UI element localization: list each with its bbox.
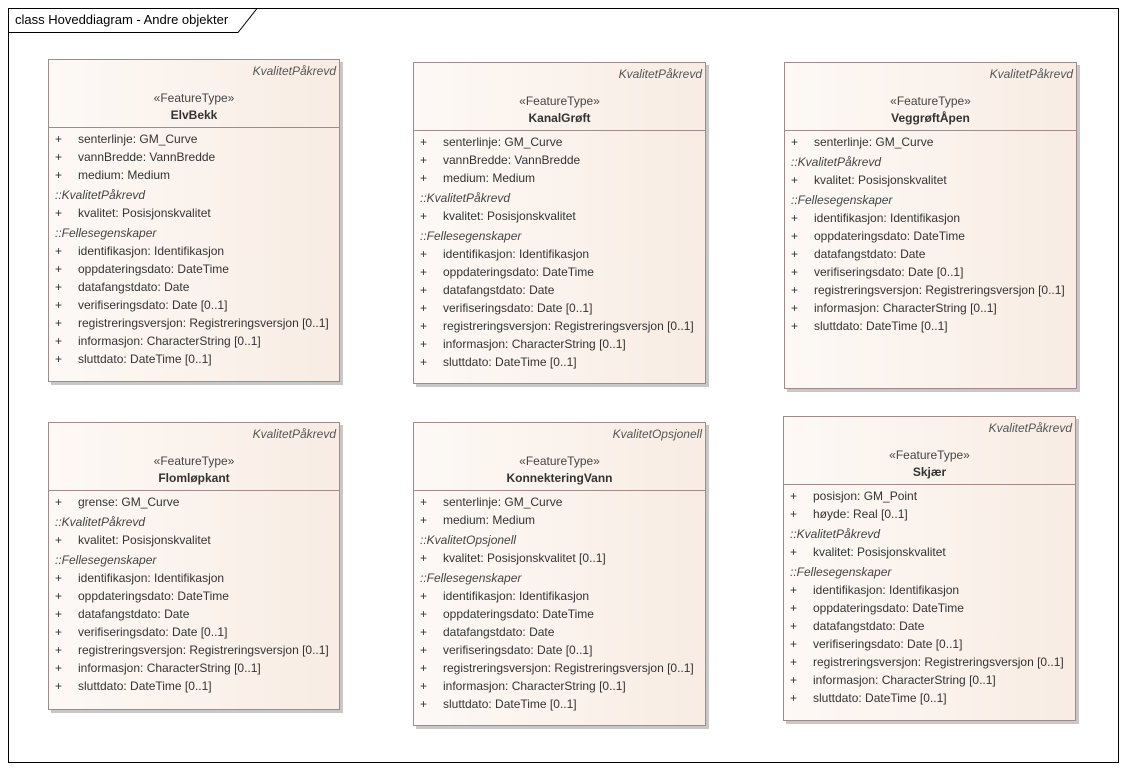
public-visibility-icon: + [790,637,798,651]
attribute-row [791,281,1076,299]
attribute-text: identifikasjon: Identifikasjon [78,244,225,258]
public-visibility-icon: + [55,643,63,657]
attribute-text: identifikasjon: Identifikasjon [814,211,961,225]
attribute-text: verifiseringsdato: Date [0..1] [814,265,964,279]
public-visibility-icon: + [420,643,428,657]
public-visibility-icon: + [791,247,799,261]
attribute-text: informasjon: CharacterString [0..1] [78,334,261,348]
attribute-text: sluttdato: DateTime [0..1] [78,352,212,366]
public-visibility-icon: + [55,607,63,621]
attribute-text: oppdateringsdato: DateTime [814,229,965,243]
attribute-row [55,314,339,332]
public-visibility-icon: + [55,316,63,330]
attribute-row [55,148,339,166]
public-visibility-icon: + [791,283,799,297]
attribute-text: registreringsversjon: Registreringsversjon [0..1] [443,661,694,675]
public-visibility-icon: + [420,355,428,369]
attribute-row [790,543,1075,561]
class-tag: KvalitetPåkrevd [252,427,336,441]
attribute-row [55,166,339,184]
public-visibility-icon: + [791,211,799,225]
public-visibility-icon: + [420,337,428,351]
public-visibility-icon: + [790,507,798,521]
attribute-row [55,350,339,368]
attribute-text: informasjon: CharacterString [0..1] [443,337,626,351]
public-visibility-icon: + [420,301,428,315]
public-visibility-icon: + [420,679,428,693]
public-visibility-icon: + [420,171,428,185]
attribute-row [420,169,705,187]
public-visibility-icon: + [55,132,63,146]
attribute-text: informasjon: CharacterString [0..1] [78,661,261,675]
attribute-text: identifikasjon: Identifikasjon [78,571,225,585]
public-visibility-icon: + [55,244,63,258]
public-visibility-icon: + [791,173,799,187]
attribute-text: medium: Medium [78,168,171,182]
class-tag: KvalitetPåkrevd [988,421,1072,435]
class-tag: KvalitetOpsjonell [612,427,702,441]
public-visibility-icon: + [55,150,63,164]
attribute-row [791,299,1076,317]
public-visibility-icon: + [55,625,63,639]
attribute-row [420,133,705,151]
attribute-row [790,599,1075,617]
public-visibility-icon: + [55,262,63,276]
attribute-row [790,689,1075,707]
attribute-text: verifiseringsdato: Date [0..1] [443,643,593,657]
attribute-text: kvalitet: Posisjonskvalitet [814,173,947,187]
inherited-group-label: ::KvalitetOpsjonell [420,533,517,547]
attribute-text: oppdateringsdato: DateTime [443,265,594,279]
attribute-row [420,659,705,677]
attribute-compartment [784,485,1075,707]
public-visibility-icon: + [420,661,428,675]
attribute-row [55,605,339,623]
public-visibility-icon: + [420,247,428,261]
diagram-title-tab [8,8,254,32]
class-veggroftapen[interactable] [784,62,1077,389]
attribute-row [55,130,339,148]
inherited-group-label: ::Fellesegenskaper [791,193,893,207]
attribute-row [420,353,705,371]
attribute-text: vannBredde: VannBredde [443,153,581,167]
attribute-row [790,671,1075,689]
attribute-text: registreringsversjon: Registreringsversjon [0..1] [78,316,329,330]
attribute-row [55,242,339,260]
public-visibility-icon: + [420,697,428,711]
attribute-row [791,317,1076,335]
attribute-text: kvalitet: Posisjonskvalitet [813,545,946,559]
attribute-row [55,204,339,222]
attribute-row [790,617,1075,635]
class-elvbekk[interactable] [48,59,340,382]
class-stereotype: «FeatureType» [890,94,971,108]
public-visibility-icon: + [790,489,798,503]
class-flomlopkant[interactable] [48,422,340,710]
public-visibility-icon: + [420,135,428,149]
attribute-text: grense: GM_Curve [78,495,180,509]
public-visibility-icon: + [420,283,428,297]
attribute-text: oppdateringsdato: DateTime [443,607,594,621]
class-stereotype: «FeatureType» [519,94,600,108]
attribute-text: sluttdato: DateTime [0..1] [814,319,948,333]
attribute-text: registreringsversjon: Registreringsversjon [0..1] [443,319,694,333]
attribute-text: senterlinje: GM_Curve [443,495,563,509]
public-visibility-icon: + [791,135,799,149]
attribute-row [420,263,705,281]
class-name: Flomløpkant [158,471,230,485]
attribute-compartment [414,131,705,371]
attribute-row [420,511,705,529]
attribute-row [55,677,339,695]
attribute-row [420,335,705,353]
attribute-row [791,171,1076,189]
public-visibility-icon: + [55,206,63,220]
attribute-row [791,133,1076,151]
attribute-row [55,587,339,605]
class-stereotype: «FeatureType» [153,91,235,105]
attribute-text: datafangstdato: Date [443,625,555,639]
attribute-row [55,659,339,677]
attribute-row [55,332,339,350]
attribute-row [55,296,339,314]
attribute-row [420,605,705,623]
public-visibility-icon: + [790,673,798,687]
attribute-row [55,493,339,511]
class-stereotype: «FeatureType» [153,454,235,468]
class-header [49,60,339,128]
attribute-row [55,260,339,278]
inherited-group-label: ::KvalitetPåkrevd [55,188,146,202]
class-header [785,63,1076,131]
class-header [784,417,1075,485]
attribute-text: høyde: Real [0..1] [813,507,908,521]
public-visibility-icon: + [420,551,428,565]
attribute-text: kvalitet: Posisjonskvalitet [443,209,576,223]
attribute-text: informasjon: CharacterString [0..1] [813,673,996,687]
public-visibility-icon: + [791,301,799,315]
attribute-text: oppdateringsdato: DateTime [813,601,964,615]
class-header [49,423,339,491]
attribute-row [791,245,1076,263]
public-visibility-icon: + [55,298,63,312]
attribute-row [420,549,705,567]
attribute-row [420,493,705,511]
class-name: KanalGrøft [528,111,591,125]
attribute-row [791,209,1076,227]
public-visibility-icon: + [55,495,63,509]
attribute-text: senterlinje: GM_Curve [814,135,934,149]
attribute-row [790,653,1075,671]
attribute-compartment [785,131,1076,335]
public-visibility-icon: + [790,601,798,615]
public-visibility-icon: + [55,661,63,675]
attribute-row [790,581,1075,599]
attribute-text: datafangstdato: Date [78,607,190,621]
attribute-text: oppdateringsdato: DateTime [78,262,229,276]
attribute-row [420,677,705,695]
public-visibility-icon: + [420,495,428,509]
public-visibility-icon: + [420,625,428,639]
class-name: ElvBekk [170,108,218,122]
attribute-row [790,505,1075,523]
inherited-group-label: ::Fellesegenskaper [420,229,522,243]
class-header [414,63,705,131]
attribute-text: verifiseringsdato: Date [0..1] [813,637,963,651]
public-visibility-icon: + [790,619,798,633]
public-visibility-icon: + [420,209,428,223]
public-visibility-icon: + [791,319,799,333]
attribute-text: sluttdato: DateTime [0..1] [813,691,947,705]
attribute-row [420,281,705,299]
public-visibility-icon: + [420,589,428,603]
attribute-row [420,695,705,713]
attribute-text: registreringsversjon: Registreringsversjon [0..1] [813,655,1064,669]
attribute-text: oppdateringsdato: DateTime [78,589,229,603]
attribute-row [790,487,1075,505]
attribute-text: kvalitet: Posisjonskvalitet [78,206,211,220]
attribute-text: medium: Medium [443,513,536,527]
attribute-text: datafangstdato: Date [443,283,555,297]
inherited-group-label: ::Fellesegenskaper [790,565,892,579]
inherited-group-label: ::KvalitetPåkrevd [790,527,881,541]
inherited-group-label: ::Fellesegenskaper [55,553,157,567]
public-visibility-icon: + [55,679,63,693]
attribute-row [791,263,1076,281]
public-visibility-icon: + [55,589,63,603]
public-visibility-icon: + [790,583,798,597]
attribute-text: verifiseringsdato: Date [0..1] [443,301,593,315]
public-visibility-icon: + [420,265,428,279]
attribute-text: datafangstdato: Date [814,247,926,261]
attribute-text: identifikasjon: Identifikasjon [813,583,960,597]
public-visibility-icon: + [420,319,428,333]
public-visibility-icon: + [420,607,428,621]
class-skjaer[interactable] [783,416,1076,721]
attribute-row [420,207,705,225]
attribute-row [790,635,1075,653]
diagram-title: class Hoveddiagram - Andre objekter [15,12,229,27]
class-name: VeggrøftÅpen [891,111,970,125]
class-name: KonnekteringVann [506,471,613,485]
public-visibility-icon: + [420,513,428,527]
attribute-text: informasjon: CharacterString [0..1] [443,679,626,693]
class-stereotype: «FeatureType» [519,454,600,468]
class-stereotype: «FeatureType» [889,448,970,462]
attribute-text: identifikasjon: Identifikasjon [443,589,590,603]
public-visibility-icon: + [55,168,63,182]
attribute-text: datafangstdato: Date [78,280,190,294]
class-tag: KvalitetPåkrevd [618,67,702,81]
attribute-row [55,623,339,641]
class-kanalgroft[interactable] [413,62,706,384]
public-visibility-icon: + [790,655,798,669]
attribute-text: informasjon: CharacterString [0..1] [814,301,997,315]
public-visibility-icon: + [55,352,63,366]
attribute-row [420,245,705,263]
attribute-text: verifiseringsdato: Date [0..1] [78,298,228,312]
attribute-row [420,317,705,335]
inherited-group-label: ::KvalitetPåkrevd [791,155,882,169]
public-visibility-icon: + [791,229,799,243]
attribute-text: posisjon: GM_Point [813,489,918,503]
class-konnekteringvann[interactable] [413,422,706,726]
attribute-row [420,587,705,605]
attribute-row [55,531,339,549]
public-visibility-icon: + [55,280,63,294]
attribute-text: kvalitet: Posisjonskvalitet [0..1] [443,551,606,565]
public-visibility-icon: + [790,691,798,705]
attribute-compartment [49,491,339,695]
attribute-row [55,641,339,659]
attribute-text: senterlinje: GM_Curve [78,132,198,146]
inherited-group-label: ::KvalitetPåkrevd [420,191,511,205]
public-visibility-icon: + [420,153,428,167]
attribute-text: identifikasjon: Identifikasjon [443,247,590,261]
class-tag: KvalitetPåkrevd [252,64,336,78]
class-tag: KvalitetPåkrevd [989,67,1073,81]
attribute-text: sluttdato: DateTime [0..1] [443,355,577,369]
attribute-text: sluttdato: DateTime [0..1] [78,679,212,693]
public-visibility-icon: + [55,571,63,585]
class-header [414,423,705,491]
attribute-text: datafangstdato: Date [813,619,925,633]
inherited-group-label: ::Fellesegenskaper [55,226,157,240]
attribute-text: sluttdato: DateTime [0..1] [443,697,577,711]
attribute-compartment [49,128,339,368]
attribute-text: verifiseringsdato: Date [0..1] [78,625,228,639]
public-visibility-icon: + [55,334,63,348]
attribute-compartment [414,491,705,713]
attribute-text: registreringsversjon: Registreringsversjon [0..1] [78,643,329,657]
inherited-group-label: ::KvalitetPåkrevd [55,515,146,529]
public-visibility-icon: + [791,265,799,279]
attribute-text: registreringsversjon: Registreringsversjon [0..1] [814,283,1065,297]
attribute-row [791,227,1076,245]
attribute-text: medium: Medium [443,171,536,185]
attribute-row [420,151,705,169]
attribute-row [420,299,705,317]
public-visibility-icon: + [55,533,63,547]
attribute-text: senterlinje: GM_Curve [443,135,563,149]
class-name: Skjær [912,465,947,479]
attribute-row [55,569,339,587]
attribute-text: vannBredde: VannBredde [78,150,216,164]
attribute-text: kvalitet: Posisjonskvalitet [78,533,211,547]
attribute-row [420,641,705,659]
attribute-row [55,278,339,296]
attribute-row [420,623,705,641]
public-visibility-icon: + [790,545,798,559]
inherited-group-label: ::Fellesegenskaper [420,571,522,585]
